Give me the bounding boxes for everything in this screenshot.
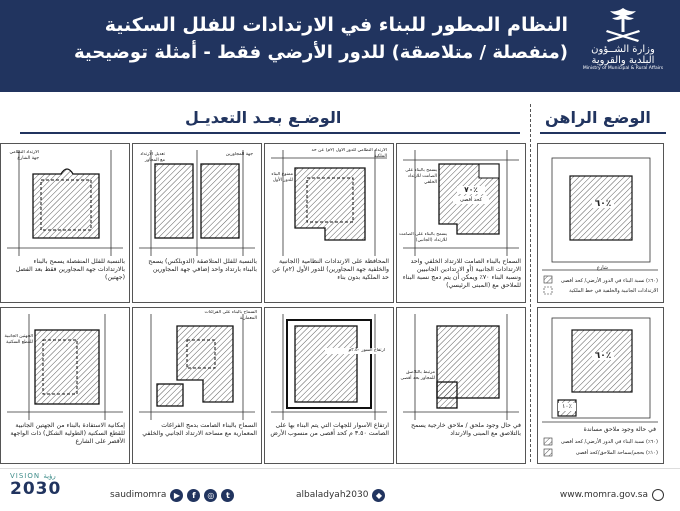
youtube-icon[interactable]: ▶ — [170, 489, 183, 502]
logo-text-line-2: البلدية والقروية — [591, 55, 655, 66]
plan-note: جهة المجاورين — [225, 152, 253, 157]
snapchat-icon[interactable]: ◆ — [372, 489, 385, 502]
heading-underline-current — [540, 132, 666, 134]
example-caption: إمكانية الاستفادة بالبناء من الجهتين الجانبية للقطع السكنية (الطولية الشكل) ذات الواجهة الأقصر على الشارع — [10, 422, 125, 445]
title-line-2: (منفصلة / متلاصقة) للدور الأرضي فقط - أمثلة توضيحية — [73, 42, 568, 63]
legend-line-1: (٦٠٪) نسبة البناء في الدور الأرضي/ كحد أقصى — [560, 439, 658, 445]
example-caption: ارتفاع الأسوار للجهات التي يتم البناء بها على الصامت ٣.٥٠ م كحد أقصى من منسوب الأرض — [270, 422, 389, 437]
after-example-6 — [264, 307, 394, 464]
snapchat-handle[interactable]: albaladyah2030 — [296, 490, 369, 500]
plan-note: يسمح بالبناء على الصامت للارتداد (الجانبي) — [399, 232, 447, 243]
twitter-icon[interactable]: t — [221, 489, 234, 502]
snapchat-link — [296, 487, 385, 503]
street-label: شارع — [596, 265, 608, 271]
section-divider — [530, 104, 531, 462]
plan-note: ارتفاع السور ٣.٥٠م — [325, 348, 385, 354]
plan-note: السماح بالبناء على الفراغات المعمارية — [204, 310, 257, 321]
plan-note: الارتداد النظامي جهة الشارع — [9, 150, 39, 161]
after-example-2 — [264, 143, 394, 303]
annex-area-label: ٪١٠ — [558, 403, 576, 411]
palm-swords-emblem-icon — [601, 6, 645, 44]
example-caption: بالنسبة للفلل المنفصلة يسمح بالبناء بالارتدادات جهة المجاورين فقط بعد الفصل (جهتين) — [15, 258, 125, 281]
legend-line-2: (١٠٪) بحجم/سماحة الملاحق/كحد أقصى — [575, 450, 658, 456]
instagram-icon[interactable]: ◎ — [204, 489, 217, 502]
coverage-tag: ٪٧٠ — [457, 186, 485, 194]
legend-line-2: الارتدادات الجانبية والخلفية في خط الملكية — [569, 288, 658, 294]
after-example-1 — [396, 143, 526, 303]
example-caption: في حال وجود ملحق / ملاحق خارجية يسمح بالتلاصق مع المبنى والارتداد — [411, 422, 521, 437]
social-links — [110, 487, 234, 503]
logo-text-english: Ministry of Municipal & Rural Affairs — [582, 66, 664, 71]
section-heading-current: الوضع الراهن — [545, 108, 651, 127]
vision-label: VISION رؤية — [10, 472, 56, 480]
example-caption: السماح بالبناء الصامت للارتداد الخلفي واحد الارتدادات الجانبية (أو الارتدادين الجانبيين ونسبة البناء ٧٠٪ ويمكن أن يتم دمج نسبة البناء للملاحق مع (المبنى الرئيسي) — [402, 258, 521, 289]
logo-text-line-1: وزارة الشــؤون — [591, 44, 655, 55]
after-example-8 — [0, 307, 130, 464]
header-banner — [0, 0, 680, 92]
current-panel-2 — [537, 307, 664, 464]
current-panel-1 — [537, 143, 664, 303]
site-plan-diagram — [265, 308, 393, 463]
vision-2030-logo — [10, 472, 78, 508]
heading-underline-after — [20, 132, 520, 134]
after-example-3 — [132, 143, 262, 303]
website-link[interactable] — [560, 489, 664, 501]
website-url[interactable]: www.momra.gov.sa — [559, 490, 648, 500]
site-plan-diagram — [133, 308, 261, 463]
plan-note: الجهتين الجانبية للقطع السكنية — [4, 334, 33, 345]
page-title — [73, 12, 568, 66]
after-example-4 — [0, 143, 130, 303]
after-example-7 — [132, 307, 262, 464]
plan-note: يسمح بالبناء على الصامت للارتداد الخلفي — [405, 168, 437, 185]
example-caption: المحافظة على الارتدادات النظامية (الجانبية والخلفية جهة المجاورين) للدور الأول (٢م) عن حد الملكية بدون بناء — [272, 258, 389, 281]
example-caption: السماح بالبناء الصامت بدمج الفراغات المعمارية مع مساحة الارتداد الجانبي والخلفي — [142, 422, 257, 437]
site-plan-diagram — [133, 144, 261, 302]
example-caption: بالنسبة للفلل المتلاصقة (الدوبلكس) يسمح بالبناء بارتداد واحد إضافي جهة المجاورين — [148, 258, 257, 273]
social-handle[interactable]: saudimomra — [110, 490, 167, 500]
title-line-1: النظام المطور للبناء في الارتدادات للفلل السكنية — [104, 14, 568, 36]
panel-caption: في حالة وجود ملاحق مساندة — [583, 426, 656, 433]
plan-note: مرتبط بالتلاصق للمجاور بحد أقصى — [400, 370, 435, 381]
area-label: ٪٦٠ — [592, 352, 614, 360]
site-plan-annex-diagram — [397, 308, 525, 463]
plan-note: تعديل الارتداد مع المجاور — [140, 152, 165, 163]
legend-line-1: (٦٠٪) نسبة البناء في الدور الأرضي/ كحد أقصى — [560, 278, 658, 284]
section-heading-after: الوضـع بعـد التعديـل — [185, 108, 342, 127]
area-label: ٪٦٠ — [592, 200, 614, 208]
globe-icon — [652, 489, 664, 501]
plan-note: الارتداد النظامي للدور الأول (٢م) عن حد الملكية — [311, 148, 387, 159]
coverage-tag-sub: كحد أقصى — [453, 196, 489, 204]
vision-year: 2030 — [10, 479, 62, 499]
ministry-logo — [580, 6, 666, 88]
facebook-icon[interactable]: f — [187, 489, 200, 502]
after-example-5 — [396, 307, 526, 464]
plan-note: ممنوع البناء للدور الأول — [271, 172, 293, 183]
